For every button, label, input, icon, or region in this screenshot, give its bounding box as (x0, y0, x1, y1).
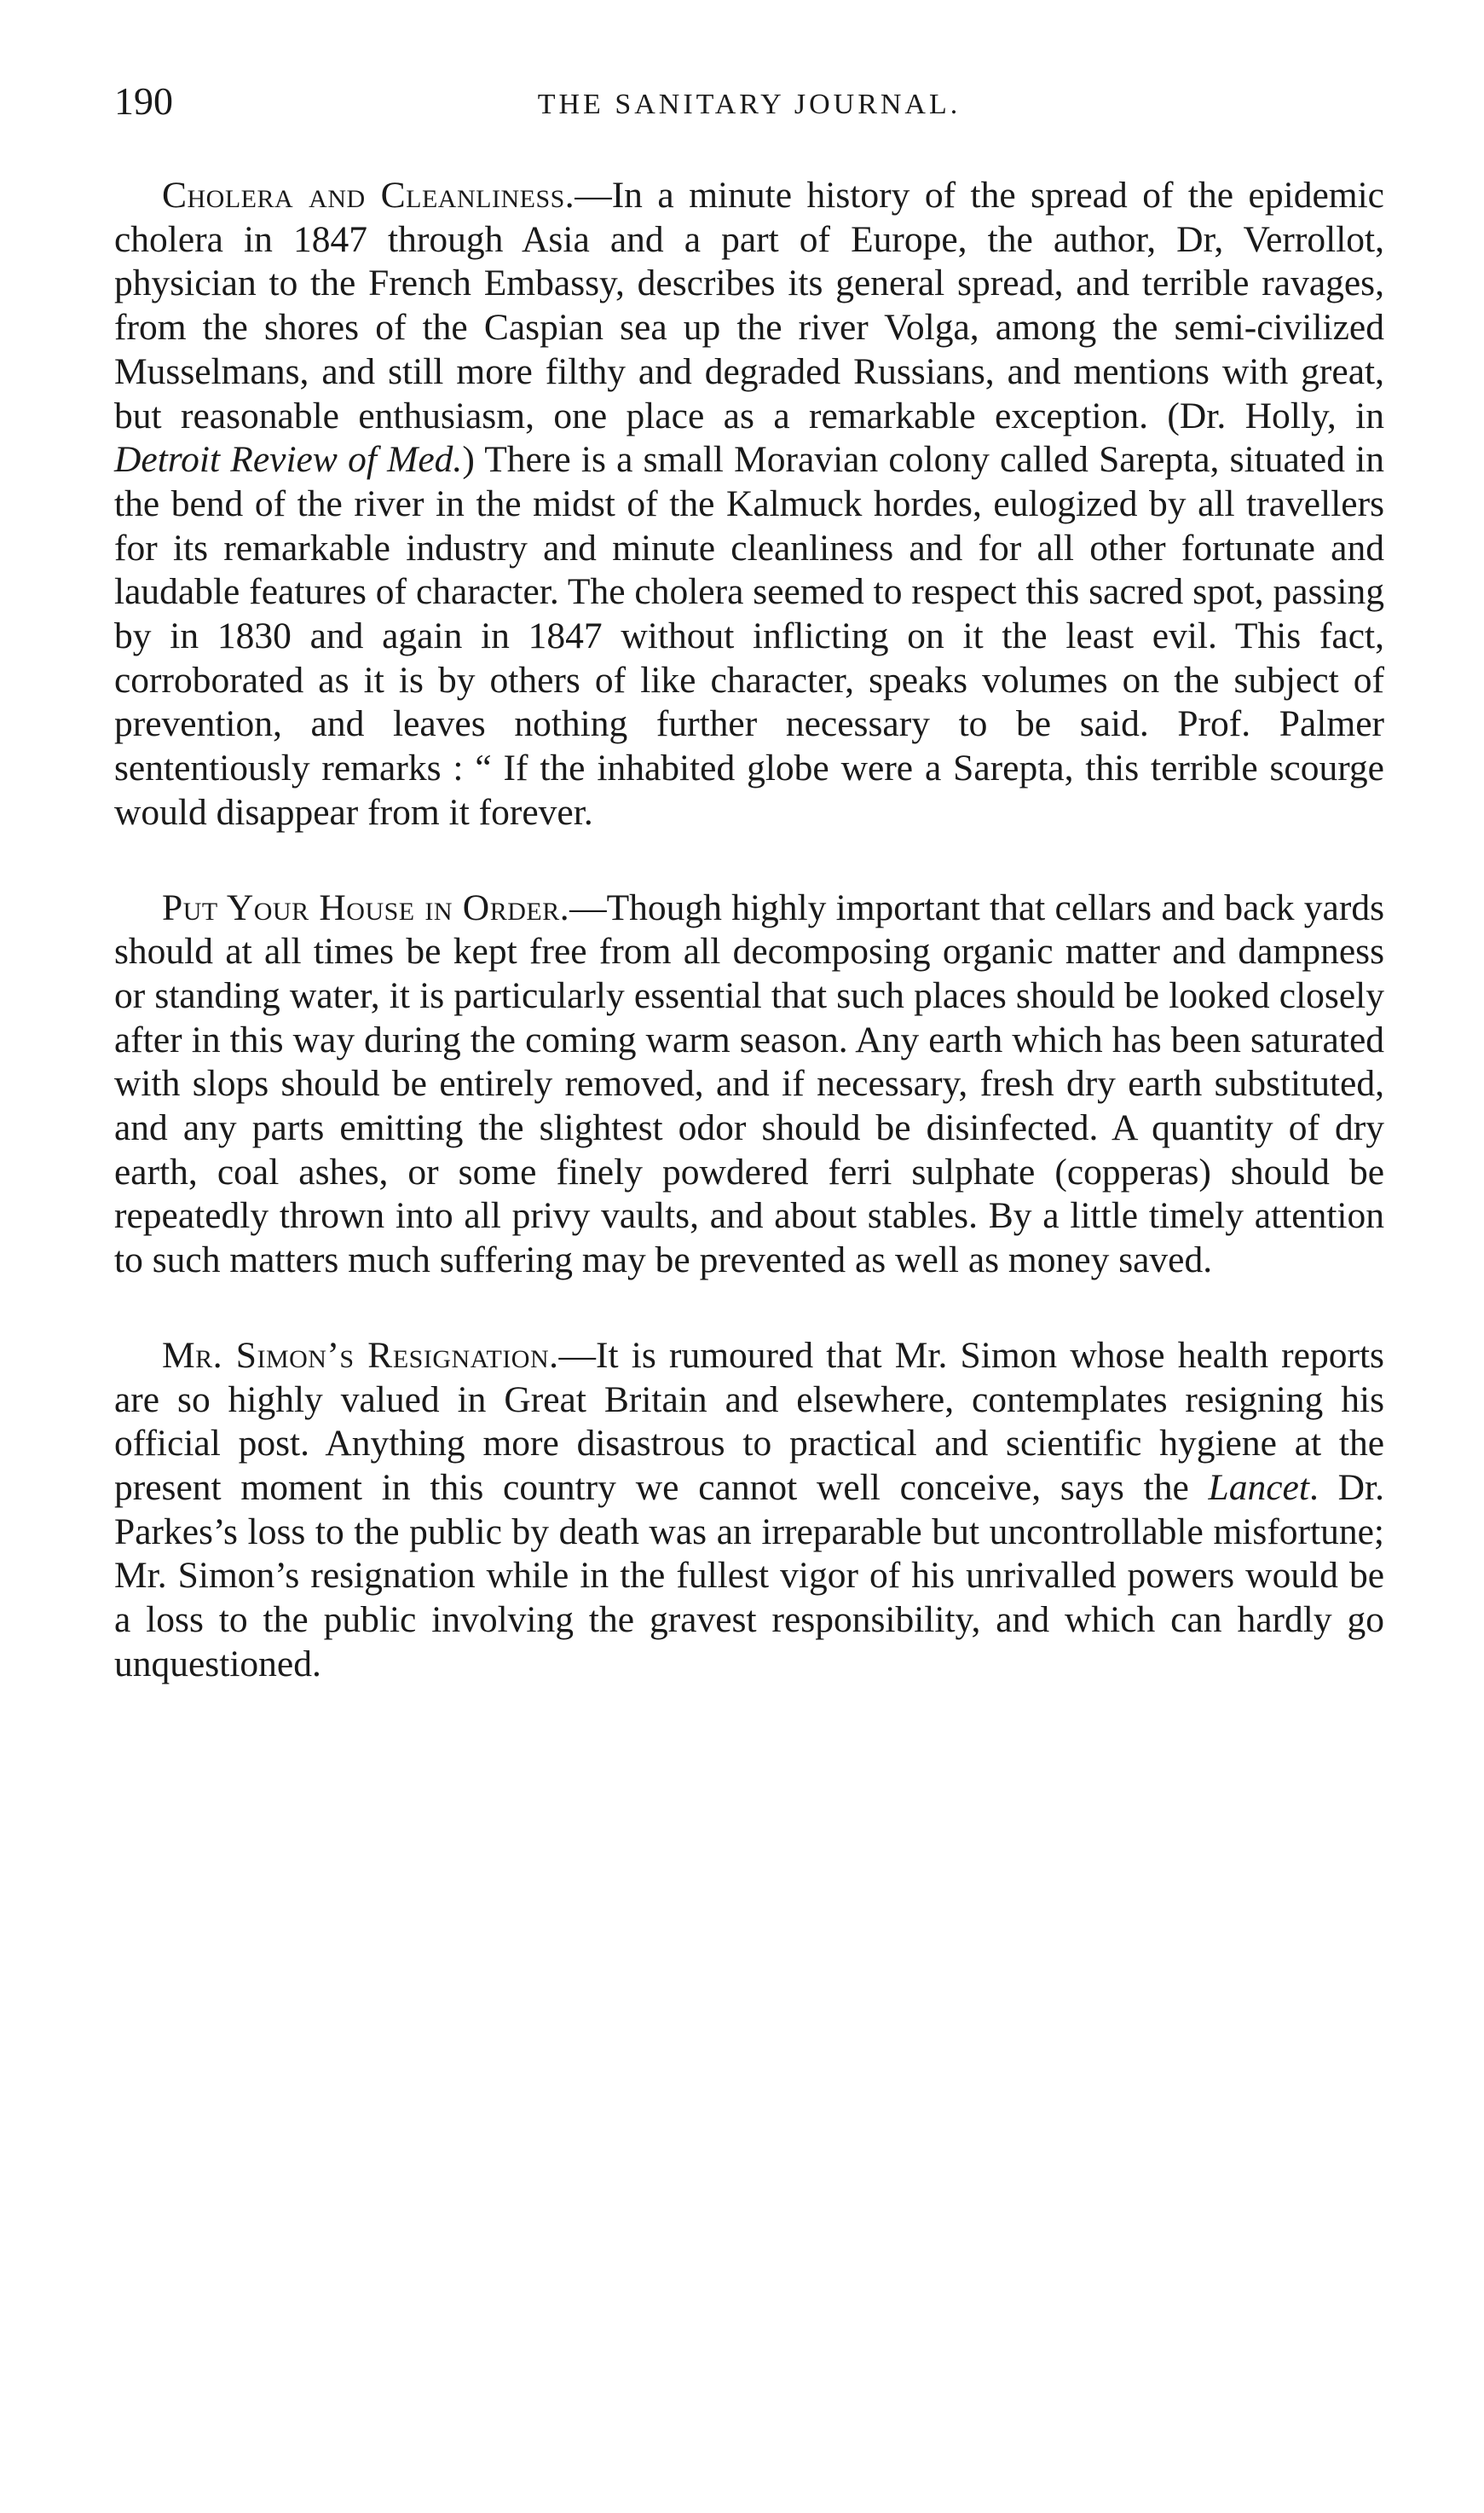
article-body: —In a minute history of the spread of the epidemic cholera in 1847 through Asia and a part of Europe, the author, Dr, Verrollot, physician to the French Embassy, describes its general spread, and terrible ravages, from the shores of the Caspian sea up the river Volga, among the semi-civilized Musselmans, and still more filthy and degraded Russians, and mentions with great, but reasonable enthusiasm, one place as a remarkable exception. (Dr. Holly, in (114, 175, 1384, 436)
article-cholera-and-cleanliness (114, 174, 1384, 835)
article-heading: Cholera and Cleanliness. (162, 175, 575, 216)
article-body-continued: . Dr. Parkes’s loss to the public by death was an irreparable but uncontrollable misfortune; Mr. Simon’s resignation while in the fullest vigor of his unrivalled powers would be a loss to the public involving the gravest responsibility, and which can hardly go unquestioned. (114, 1466, 1384, 1684)
journal-page (114, 79, 1384, 1687)
page-number: 190 (114, 79, 173, 123)
running-head (114, 79, 1384, 142)
article-heading: Mr. Simon’s Resignation. (162, 1334, 559, 1376)
article-source-citation: Lancet (1208, 1466, 1309, 1508)
article-body-continued: ) There is a small Moravian colony called Sarepta, situated in the bend of the river in the midst of the Kalmuck hordes, eulogized by all travellers for its remarkable industry and minute cleanliness and for all other fortunate and laudable features of character. The cholera seemed to respect this sacred spot, passing by in 1830 and again in 1847 without inflicting on it the least evil. This fact, corroborated as it is by others of like character, speaks volumes on the subject of prevention, and leaves nothing further necessary to be said. Prof. Palmer sententiously remarks : “ If the inhabited globe were a Sarepta, this terrible scourge would disappear from it forever. (114, 439, 1384, 833)
article-mr-simons-resignation (114, 1334, 1384, 1687)
article-heading: Put Your House in Order. (162, 887, 570, 928)
article-source-citation: Detroit Review of Med. (114, 439, 463, 481)
article-put-your-house-in-order (114, 887, 1384, 1283)
article-body: —Though highly important that cellars and back yards should at all times be kept free from all decomposing organic matter and dampness or standing water, it is particularly essential that such places should be looked closely after in this way during the coming warm season. Any earth which has been saturated with slops should be entirely removed, and if necessary, fresh dry earth substituted, and any parts emitting the slightest odor should be disinfected. A quantity of dry earth, coal ashes, or some finely powdered ferri sulphate (copperas) should be repeatedly thrown into all privy vaults, and about stables. By a little timely attention to such matters much suffering may be prevented as well as money saved. (114, 887, 1384, 1281)
article-body: —It is rumoured that Mr. Simon whose health reports are so highly valued in Great Britain and elsewhere, contemplates resigning his official post. Anything more disastrous to practical and scientific hygiene at the present moment in this country we cannot well conceive, says the (114, 1334, 1384, 1508)
journal-title: THE SANITARY JOURNAL. (537, 89, 961, 120)
